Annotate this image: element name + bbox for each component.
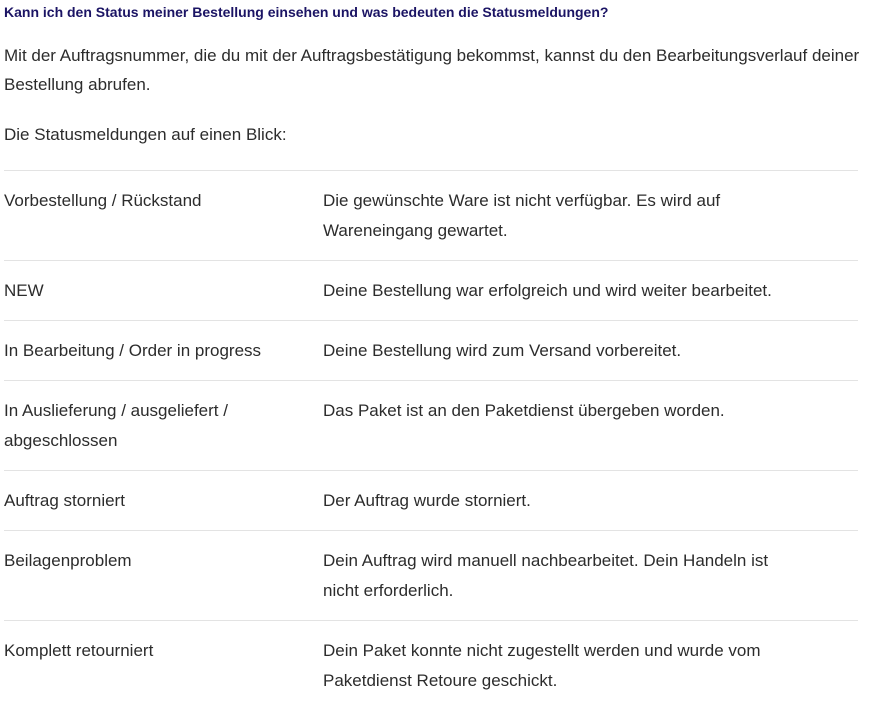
status-description: Der Auftrag wurde storniert. [323, 491, 531, 510]
status-name: NEW [4, 281, 44, 300]
status-list-lead: Die Statusmeldungen auf einen Blick: [4, 125, 287, 144]
status-description: Dein Auftrag wird manuell nachbearbeitet. Dein Handeln ist nicht erforderlich. [323, 551, 769, 600]
status-description: Deine Bestellung wird zum Versand vorbereitet. [323, 341, 682, 360]
status-description: Das Paket ist an den Paketdienst übergeben worden. [323, 401, 725, 420]
status-name: Auftrag storniert [4, 491, 125, 510]
status-name: Komplett retourniert [4, 641, 154, 660]
table-row [4, 261, 858, 321]
status-name: In Auslieferung / ausgeliefert / abgeschlossen [4, 401, 228, 450]
table-row [4, 621, 858, 710]
status-description: Deine Bestellung war erfolgreich und wird weiter bearbeitet. [323, 281, 772, 300]
status-name: In Bearbeitung / Order in progress [4, 341, 262, 360]
table-row [4, 381, 858, 471]
status-table [4, 170, 858, 710]
faq-intro-text: Mit der Auftragsnummer, die du mit der Auftragsbestätigung bekommst, kannst du den Bearbeitungsverlauf deiner Bestellung abrufen. [4, 46, 860, 94]
status-name: Vorbestellung / Rückstand [4, 191, 202, 210]
status-description: Die gewünschte Ware ist nicht verfügbar. Es wird auf Wareneingang gewartet. [323, 191, 721, 240]
table-row [4, 171, 858, 261]
table-row [4, 531, 858, 621]
status-description: Dein Paket konnte nicht zugestellt werden und wurde vom Paketdienst Retoure geschickt. [323, 641, 761, 690]
table-row [4, 471, 858, 531]
status-name: Beilagenproblem [4, 551, 132, 570]
faq-question-heading: Kann ich den Status meiner Bestellung einsehen und was bedeuten die Statusmeldungen? [4, 4, 609, 20]
table-row [4, 321, 858, 381]
